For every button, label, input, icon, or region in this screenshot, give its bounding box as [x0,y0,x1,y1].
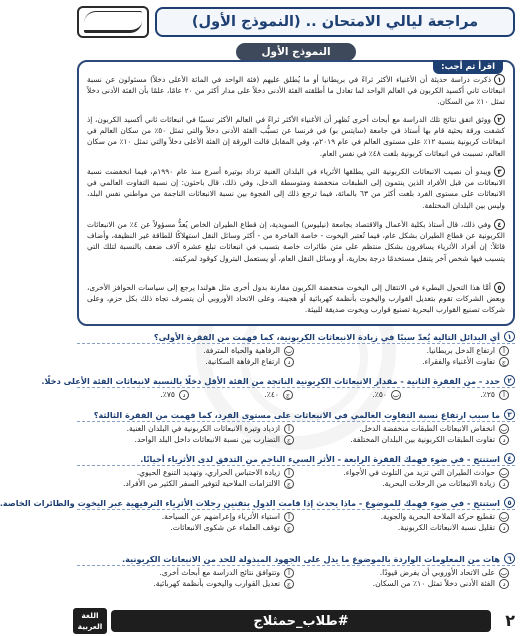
options-group [89,467,509,489]
question-stem: ١ أي البدائل التالية يُعدّ سببًا في زيادة الانبعاثات الكربونية، كما فهمت من الفقرة الأولى؟ [77,330,515,343]
option-d[interactable]: د ارتفاع الرفاهة السكانية. [89,356,294,367]
paragraph-number: ٤ [494,219,505,230]
option-b[interactable]: ب على الاتحاد الأوروبي أن يفرض قيودًا. [379,568,508,577]
question-5 [0,496,515,536]
option-a[interactable]: أ زيادة الاحتباس الحراري، وتهديد التنوع الحيوي. [89,467,294,478]
option-b[interactable]: ب حوادث الطيران التي تزيد من التلوث في الأجواء. [343,468,508,477]
paragraph-2 [87,114,505,159]
question-number: ٦ [504,553,515,564]
option-c[interactable]: ج تعديل القوارب واليخوت بأنظمة كهربائية. [89,578,294,589]
page-title: مراجعة ليالي الامتحان .. (النموذج الأول) [155,7,515,37]
option-radio-icon: د [179,390,189,400]
question-stem: ٦ هات من المعلومات الواردة بالموضوع ما يدل على الجهود المبذولة للحد من الانبعاثات الكربونية. [77,552,515,565]
paragraph-text: ووثق اتفق نتائج تلك الدراسة مع أبحاث أخرى تُظهر أن الأغنياء الأكثر ثراءً في العالم الأكثر تسببًا في انبعاثات ثاني أكسيد الكربون، إذ كشفت ورقة بحثية قام بها أستاذ في جامعة (سايتس بو) في فرنسا عن تسبُّب الفئة الأدنى دخلاً والتي تمثل ٥٠٪ من سكان العالم في انبعاثات كربونية بنسبة ١٢٪ على مستوى العالم في عام ٢٠١٩م، وفي المقابل قالت الورقة إن الفئة الأعلى دخلاً والتي تمثل ١٠٪ من سكان العالم، تسببت في انبعاثات كربونية بلغت ٤٨٪ في نفس العام. [87,115,506,158]
option-d[interactable]: د ٧٥٪. [89,389,189,400]
dashed-divider [77,343,515,344]
option-c[interactable]: ج الالتزامات الملاحية لتوفير السفر الكثير من الأفراد. [89,478,294,489]
option-radio-icon: ج [284,435,294,445]
option-b[interactable]: ب الرفاهية والحياة المترفة. [203,346,293,355]
option-a[interactable]: أ وتتوافق نتائج الدراسة مع أبحاث أخرى. [89,567,294,578]
paragraph-1 [87,74,505,108]
paragraph-text: أمَّا هذا التحول البطيء في الانتقال إلى اليخوت منخفضة الكربون مقارنة بدول أخرى مثل هولندا يرجع إلى سياسات الحوافز الأخرى، وبعض الشركات تقوم بتعديل القوارب واليخوت بأنظمة كهربائية أو هجينة، وعلى الاتحاد الأوروبي أن يتصرف تجاه ذلك بكل حزم، وعلى شركات تصنيع القوارب البحرية تصنيع قوارب ويخوت صديقة للبيئة. [87,283,505,315]
paragraph-number: ٥ [494,282,505,293]
option-radio-icon: د [499,579,509,589]
option-radio-icon: ب [285,346,293,355]
options-group [89,511,509,533]
question-number: ٤ [504,453,515,464]
question-stem: ٢ حدد - من الفقرة الثانية - مقدار الانبعاثات الكربونية الناتجة من الفئة الأقل دخلًا بالنسبة لانبعاثات الفئة الأعلى دخلًا. [77,374,515,387]
question-number: ١ [504,331,515,342]
options-group [89,567,509,589]
page-number: ٢ [505,611,515,630]
options-group [89,389,509,400]
option-a[interactable]: أ ارتفاع الدخل بريطانيا. [304,345,509,356]
question-stem: ٣ ما سبب ارتفاع نسبة التفاوت العالمي في الانبعاثات على مستوى الفرد، كما فهمت من الفقرة الثالثة؟ [77,408,515,421]
option-radio-icon: ب [500,424,508,433]
option-c[interactable]: ج توقف العلماء عن شكوى الانبعاثات. [89,522,294,533]
option-radio-icon: أ [284,468,294,478]
question-stem: ٤ استنتج - في ضوء فهمك الفقرة الرابعة - الأثر السيء الناجم من التدفق لدى الأثرياء أحيانًا. [77,452,515,465]
paragraph-number: ٢ [494,114,505,125]
reading-passage [77,60,515,326]
paragraph-3 [87,166,505,211]
page-footer [71,606,521,636]
model-banner: النموذج الأول [236,43,356,61]
option-c[interactable]: ج تفاوت الأغنياء والفقراء. [304,356,509,367]
option-radio-icon: ج [284,579,294,589]
dashed-divider [77,465,515,466]
option-radio-icon: ب [500,512,508,521]
option-d[interactable]: د زيادة الانبعاثات من الرحلات البحرية. [304,478,509,489]
options-group [89,423,509,445]
footer-hashtag: #طلاب_حمثلاج [111,610,491,632]
option-a[interactable]: أ ٢٥٪. [409,389,509,400]
paragraph-text: ويبدو أن نصيب الانبعاثات الكربونية التي يطلقها الأثرياء في البلدان الغنية تزداد بوتيرة أسرع منذ عام ١٩٩٠م، فيما انخفضت نسبة الانبعاثات من قبل الأفراد الذين ينتمون إلى الطبقات منخفضة ومتوسطة الدخل، وفي ذلك، قال باحثون: إن نسبة التفاوت العالمي في الانبعاثات على مستوى الفرد بلغت أكثر من ٦٣ بالمائة، فيما ترجع ذلك إلى الفجوة بين نسبة الانبعاثات الناجمة من مواطني نفس البلد، وليس بين البلدان المختلفة. [87,167,505,210]
options-group [89,345,509,367]
option-radio-icon: ب [500,468,508,477]
question-stem: ٥ استنتج - في ضوء فهمك للموضوع - ماذا يحدث إذا قامت الدول بتقنين رحلات الأثرياء الترفيهية عبر اليخوت والطائرات الخاصة. [77,496,515,509]
paragraph-text: وفي ذلك، قال أستاذ بكلية الأعمال والاقتصاد بجامعة (نيليوس) السويدية، إن قطاع الطيران الخاص يُعدُّ مسؤولاً عن ٤٪ من الانبعاثات الكربونية عن قطاع الطيران بشكل عام، فيما تُعتبر اليخوت - خاصة الفاخرة من - أكثر وسائل النقل استهلاكًا للطاقة غير النظيفة، وأضاف قائلاً: إن أفراد الأثرياء يسافرون بشكل منتظم على متن طائرات خاصة بتسبب في انبعاثات تبلغ عشرة آلاف ضعف بالنسبة لتلك التي يتسبب فيها شخص آخر يتنقل مستخدمًا درجة بحارية، أو وسائل النقل العام، أو يستعمل البترول كوقود لمركبته. [87,220,505,263]
paragraph-text: ذكرت دراسة حديثة أن الأغنياء الأكثر ثراءً في بريطانيا أو ما يُطلق عليهم (فئة الواحد في المائة الأعلى دخلاً) مسئولون عن نسبة انبعاثات ثاني أكسيد الكربون في العالم الواحد لما تعادل ما أطلقته الفئة الأدنى دخلاً على مدار أكثر من ٢٠ عامًا، علمًا بأن الفئة الأدنى دخلاً تمثل ١٠٪ من السكان. [87,75,505,107]
dashed-divider [77,421,515,422]
option-b[interactable]: ب ٥٠٪. [372,390,400,399]
question-number: ٢ [504,375,515,386]
option-b[interactable]: ب تقطيع حركة الملاحة البحرية والجوية. [380,512,508,521]
question-6 [77,552,515,592]
paragraph-5 [87,282,505,316]
option-d[interactable]: د تفاوت الطبقات الكربونية بين البلدان المختلفة. [304,434,509,445]
paragraph-number: ١ [494,74,505,85]
subject-tag: اللغة العربية [73,608,107,634]
question-1 [77,330,515,370]
option-b[interactable]: ب انخفاض الانبعاثات الطبقات منخفضة الدخل. [359,424,508,433]
option-radio-icon: ج [283,390,293,400]
option-a[interactable]: أ ازدياد وتيرة الانبعاثات الكربونية في البلدان الغنية. [89,423,294,434]
option-radio-icon: د [499,479,509,489]
option-radio-icon: أ [284,568,294,578]
option-d[interactable]: د تقليل نسبة الانبعاثات الكربونية. [304,522,509,533]
question-number: ٥ [504,497,515,508]
option-radio-icon: ج [499,357,509,367]
option-radio-icon: أ [284,424,294,434]
question-number: ٣ [504,409,515,420]
option-c[interactable]: ج ٤٠٪. [193,389,293,400]
page-header [77,6,515,38]
option-radio-icon: أ [499,390,509,400]
option-radio-icon: ج [284,523,294,533]
option-radio-icon: د [499,523,509,533]
paragraph-4 [87,219,505,264]
question-3 [77,408,515,448]
option-d[interactable]: د الفئة الأدنى دخلاً تمثل ١٠٪ من السكان. [304,578,509,589]
option-radio-icon: أ [284,512,294,522]
option-radio-icon: د [499,435,509,445]
signature-logo-icon [77,6,149,38]
paragraph-number: ٣ [494,166,505,177]
question-2 [41,374,515,404]
question-4 [77,452,515,492]
option-radio-icon: ب [500,568,508,577]
option-radio-icon: ج [284,479,294,489]
dashed-divider [77,387,515,388]
dashed-divider [77,565,515,566]
option-radio-icon: ب [392,390,400,399]
option-radio-icon: د [284,357,294,367]
dashed-divider [77,509,515,510]
logo-stroke [84,11,142,33]
read-instruction: اقرأ ثم أجب: [433,60,503,74]
option-radio-icon: أ [499,346,509,356]
option-c[interactable]: ج التضارب بين نسبة الانبعاثات داخل البلد الواحد. [89,434,294,445]
option-a[interactable]: أ استياء الأثرياء وإعراضهم عن السياحة. [89,511,294,522]
